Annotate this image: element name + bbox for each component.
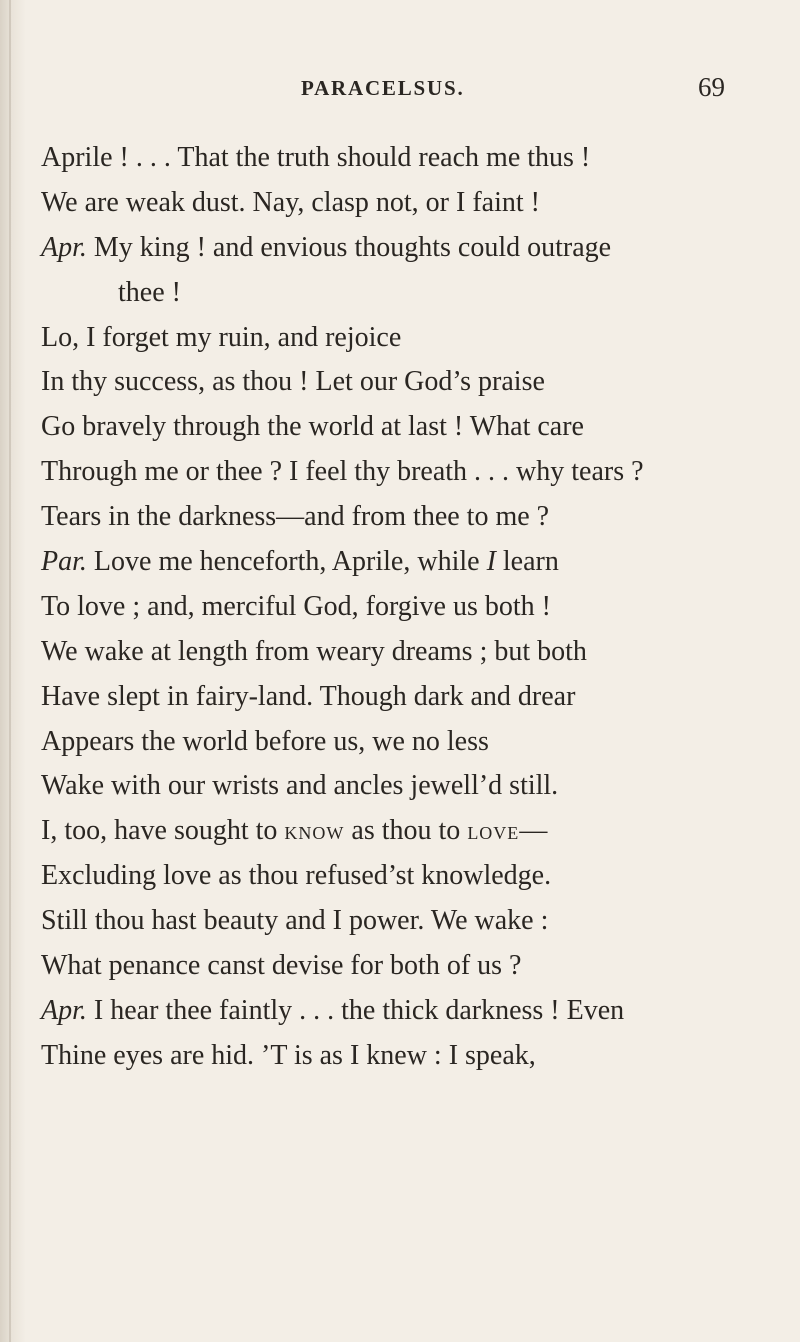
speaker-label: Apr. — [41, 994, 87, 1026]
running-title: PARACELSUS. — [301, 76, 465, 100]
verse-line: To love ; and, merciful God, forgive us both ! — [41, 590, 551, 622]
verse-line-continuation: thee ! — [118, 276, 181, 308]
verse-line: Aprile ! . . . That the truth should reach me thus ! — [41, 142, 591, 173]
verse-line: What penance canst devise for both of us ? — [41, 950, 522, 982]
speaker-label: Apr. — [41, 231, 87, 263]
verse-line: Have slept in fairy-land. Though dark and drear — [41, 680, 576, 712]
speaker-label: Par. — [41, 546, 87, 578]
verse-line: Tears in the darkness—and from thee to me ? — [41, 501, 550, 533]
verse-line: We wake at length from weary dreams ; but both — [41, 635, 587, 667]
verse-line: Go bravely through the world at last ! What care — [41, 411, 584, 443]
verse-line: Par. Love me henceforth, Aprile, while I learn — [41, 546, 559, 578]
verse-line: Lo, I forget my ruin, and rejoice — [41, 321, 402, 353]
page-number: 69 — [698, 72, 725, 102]
verse-line: Through me or thee ? I feel thy breath . . . why tears ? — [41, 456, 644, 488]
verse-line: Apr. My king ! and envious thoughts could outrage — [41, 231, 612, 263]
verse-line: I, too, have sought to know as thou to love— — [41, 815, 548, 847]
verse-line: Apr. I hear thee faintly . . . the thick darkness ! Even — [41, 994, 625, 1026]
verse-line: Excluding love as thou refused’st knowledge. — [41, 860, 552, 892]
verse-line: Thine eyes are hid. ’T is as I knew : I speak, — [41, 1039, 536, 1071]
page-header — [0, 72, 800, 106]
verse-line: Appears the world before us, we no less — [41, 725, 489, 757]
poem-text — [0, 136, 800, 1079]
verse-line: Wake with our wrists and ancles jewell’d still. — [41, 770, 559, 802]
verse-line: Still thou hast beauty and I power. We wake : — [41, 905, 549, 937]
verse-line: We are weak dust. Nay, clasp not, or I faint ! — [41, 186, 540, 218]
verse-line: In thy success, as thou ! Let our God’s praise — [41, 366, 545, 398]
